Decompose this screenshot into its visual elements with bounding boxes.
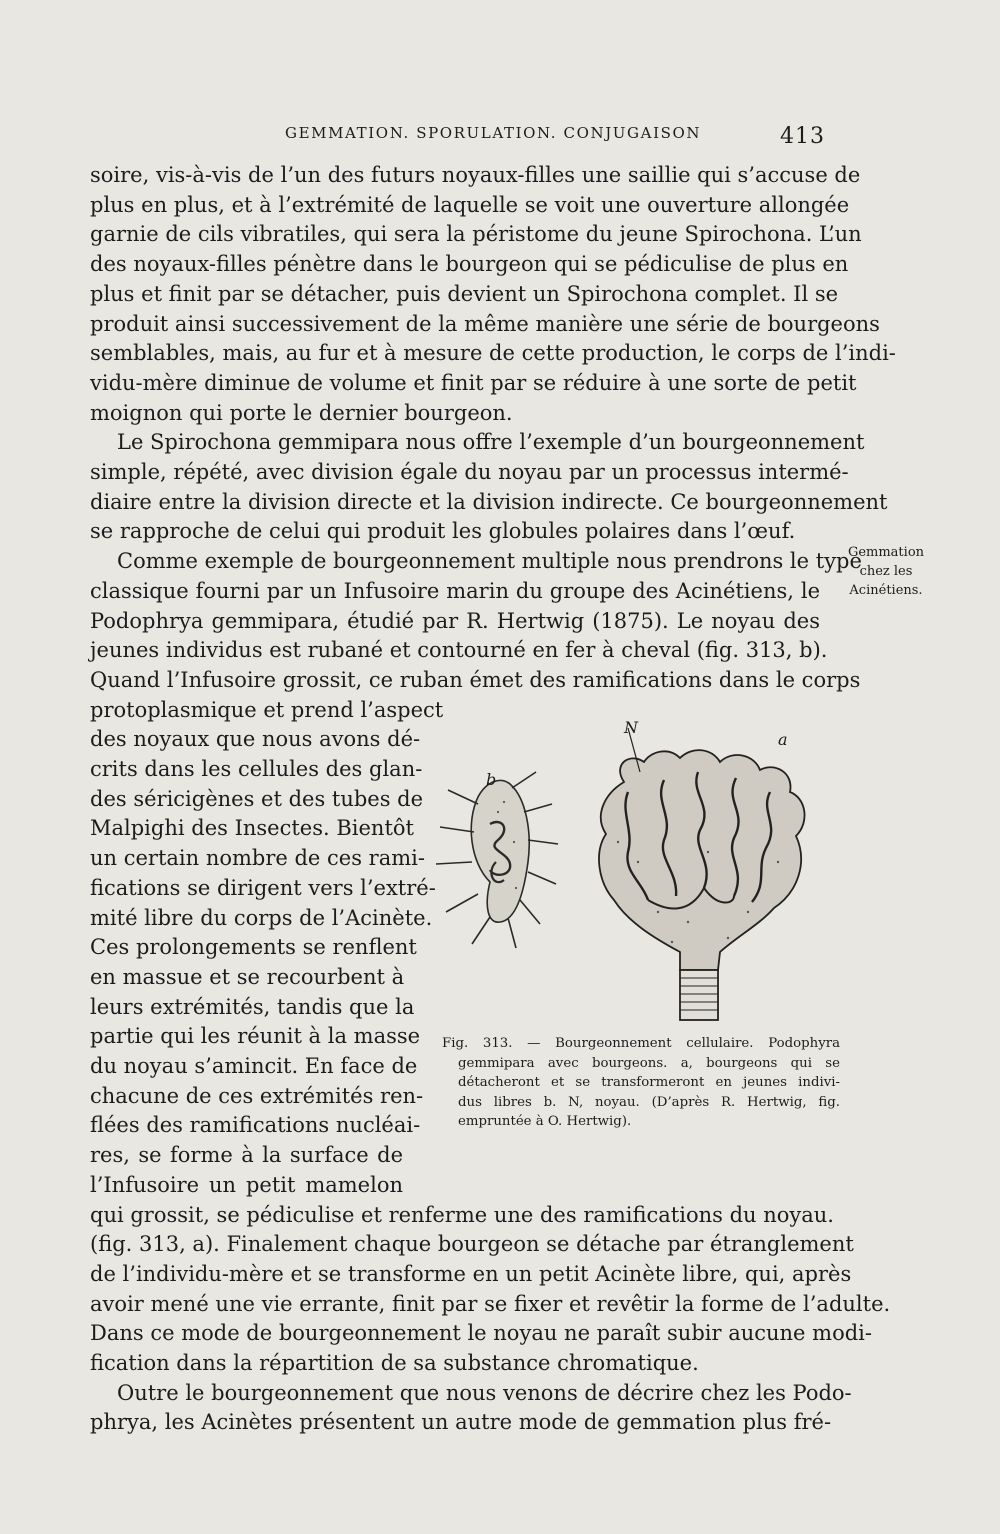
body-line: qui grossit, se pédiculise et renferme une des ramifications du noyau.: [90, 1202, 834, 1227]
body-line: fications se dirigent vers l’extré-: [90, 875, 436, 900]
caption-line: empruntée à O. Hertwig).: [458, 1114, 632, 1129]
body-line: Comme exemple de bourgeonnement multiple nous prendrons le type: [117, 549, 862, 574]
body-line: avoir mené une vie errante, finit par se fixer et revêtir la forme de l’adulte.: [90, 1291, 891, 1316]
figure-caption: [442, 1034, 840, 1132]
body-line: res, se forme à la surface de: [90, 1143, 403, 1168]
body-line: jeunes individus est rubané et contourné en fer à cheval (fig. 313, b).: [90, 638, 828, 663]
body-line: flées des ramifications nucléai-: [90, 1113, 421, 1138]
margin-note-line: Gemmation: [847, 545, 925, 560]
running-header: GEMMATION. SPORULATION. CONJUGAISON: [285, 124, 702, 142]
body-line: chacune de ces extrémités ren-: [90, 1083, 424, 1108]
page-number: 413: [780, 124, 825, 149]
body-line: des noyaux que nous avons dé-: [90, 727, 421, 752]
body-line: garnie de cils vibratiles, qui sera la péristome du jeune Spirochona. L’un: [90, 222, 862, 247]
body-line: partie qui les réunit à la masse: [90, 1024, 421, 1049]
body-line: protoplasmique et prend l’aspect: [90, 697, 444, 722]
body-line: mité libre du corps de l’Acinète.: [90, 905, 433, 930]
body-line: des noyaux-filles pénètre dans le bourgeon qui se pédiculise de plus en: [90, 252, 849, 277]
free-bud-b-drawing: [436, 772, 558, 948]
margin-note-line: chez les: [859, 564, 913, 579]
caption-line: dus libres b. N, noyau. (D’après R. Hertwig, fig.: [458, 1094, 840, 1110]
body-line: (fig. 313, a). Finalement chaque bourgeon se détache par étranglement: [90, 1232, 854, 1257]
body-line: des séricigènes et des tubes de: [90, 786, 424, 811]
body-line: Malpighi des Insectes. Bientôt: [90, 816, 414, 841]
body-line: phrya, les Acinètes présentent un autre mode de gemmation plus fré-: [90, 1410, 832, 1435]
body-line: vidu-mère diminue de volume et finit par se réduire à une sorte de petit: [90, 370, 857, 395]
body-line: Dans ce mode de bourgeonnement le noyau ne paraît subir aucune modi-: [90, 1321, 872, 1346]
body-line: produit ainsi successivement de la même manière une série de bourgeons: [90, 311, 880, 336]
body-line: du noyau s’amincit. En face de: [90, 1054, 418, 1078]
body-line: un certain nombre de ces rami-: [90, 846, 425, 871]
figure-313: [428, 712, 840, 1027]
body-line: Ces prolongements se renflent: [90, 935, 417, 960]
figure-label-b: b: [486, 770, 497, 789]
caption-line: gemmipara avec bourgeons. a, bourgeons qui se: [458, 1055, 840, 1071]
body-line: fication dans la répartition de sa substance chromatique.: [90, 1351, 699, 1375]
body-line: l’Infusoire un petit mamelon: [90, 1172, 403, 1197]
body-line: semblables, mais, au fur et à mesure de cette production, le corps de l’indi-: [90, 341, 896, 366]
caption-line: Fig. 313. — Bourgeonnement cellulaire. Podophyra: [442, 1036, 840, 1051]
body-line: plus en plus, et à l’extrémité de laquelle se voit une ouverture allongée: [90, 192, 850, 217]
body-line: de l’individu-mère et se transforme en un petit Acinète libre, qui, après: [90, 1261, 852, 1286]
margin-note-line: Acinétiens.: [849, 583, 923, 598]
body-line: leurs extrémités, tandis que la: [90, 994, 415, 1019]
figure-label-N: N: [624, 718, 638, 737]
body-line: classique fourni par un Infusoire marin du groupe des Acinétiens, le: [90, 578, 820, 603]
figure-label-a: a: [778, 730, 788, 749]
adult-podophyra-drawing: [599, 728, 805, 1020]
body-line: en massue et se recourbent à: [90, 964, 405, 989]
figure-illustration: [428, 712, 840, 1027]
body-line: Outre le bourgeonnement que nous venons de décrire chez les Podo-: [117, 1380, 852, 1405]
body-line: plus et finit par se détacher, puis devient un Spirochona complet. Il se: [90, 281, 839, 306]
caption-line: détacheront et se transformeront en jeunes indivi-: [458, 1075, 840, 1090]
body-line: se rapproche de celui qui produit les globules polaires dans l’œuf.: [90, 519, 796, 544]
body-line: Le Spirochona gemmipara nous offre l’exemple d’un bourgeonnement: [117, 430, 865, 455]
margin-note: [832, 543, 940, 600]
body-line: moignon qui porte le dernier bourgeon.: [90, 400, 513, 425]
body-line: soire, vis-à-vis de l’un des futurs noyaux-filles une saillie qui s’accuse de: [90, 163, 861, 187]
body-line: diaire entre la division directe et la division indirecte. Ce bourgeonnement: [90, 489, 888, 514]
body-line: crits dans les cellules des glan-: [90, 757, 423, 781]
body-line: Quand l’Infusoire grossit, ce ruban émet des ramifications dans le corps: [90, 667, 861, 692]
body-line: Podophrya gemmipara, étudié par R. Hertwig (1875). Le noyau des: [90, 608, 820, 633]
body-line: simple, répété, avec division égale du noyau par un processus intermé-: [90, 460, 849, 484]
